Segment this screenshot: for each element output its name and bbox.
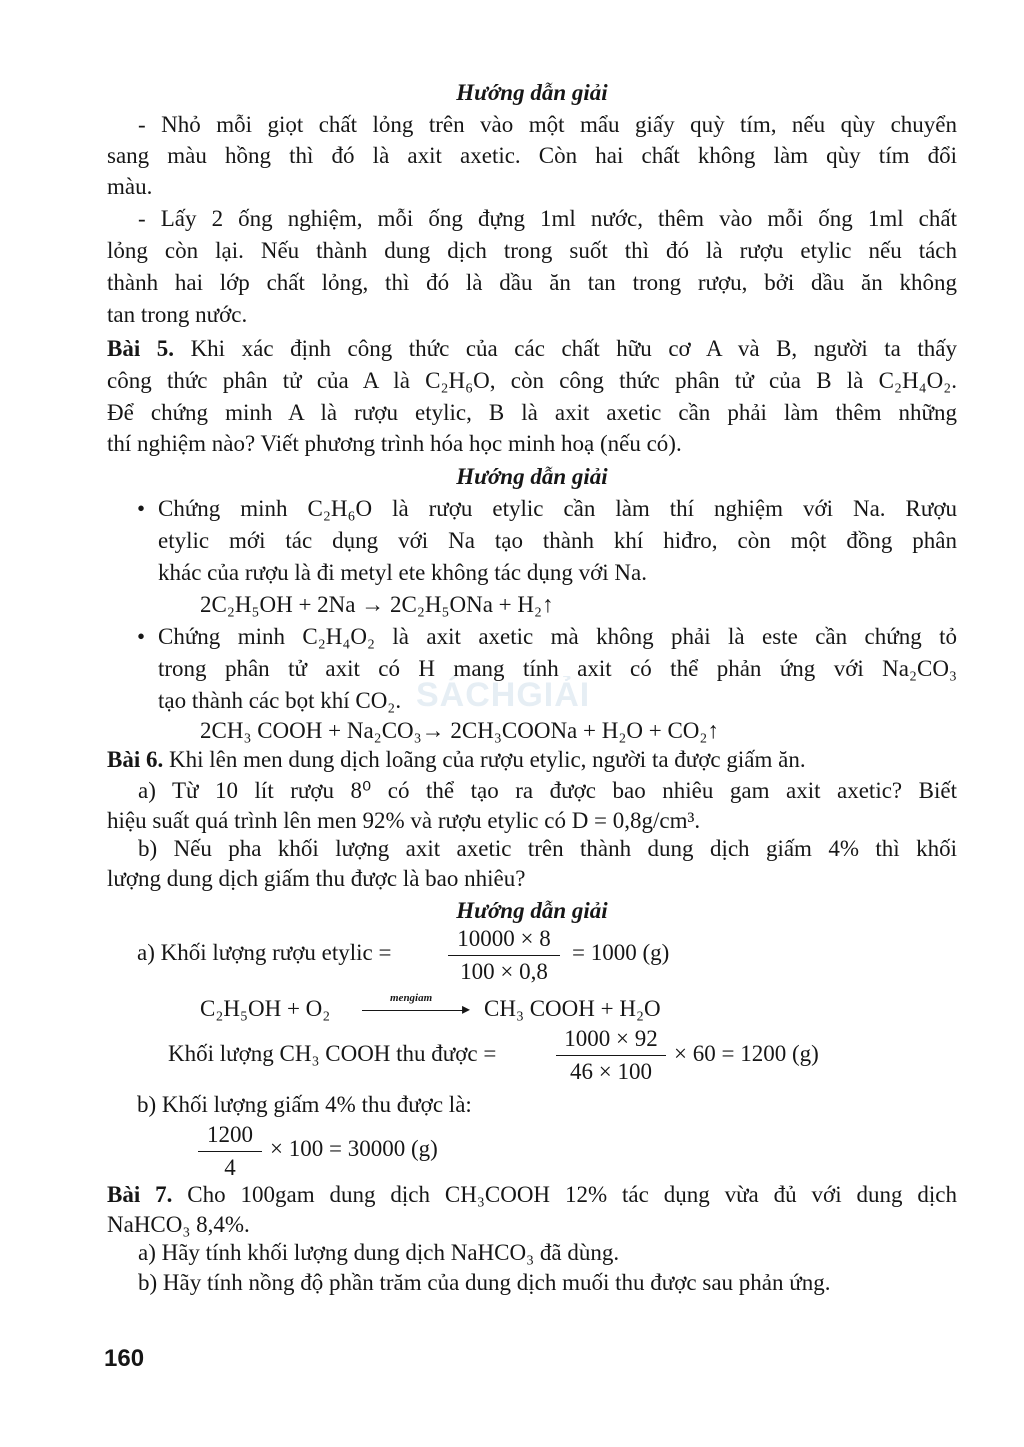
section-heading: Hướng dẫn giải <box>456 464 608 489</box>
numerator: 10000 × 8 <box>448 924 560 956</box>
equation: 2C₂H₅OH + 2Na → 2C₂H₅ONa + H₂↑ <box>200 592 554 617</box>
text-line: Chứng minh C₂H₄O₂ là axit axetic mà không phải là este cần chứng tỏ <box>158 624 957 649</box>
denominator: 4 <box>224 1155 236 1180</box>
text-line: công thức phân tử của A là C₂H₆O, còn công thức phân tử của B là C₂H₄O₂. <box>107 368 957 393</box>
exercise-6-line <box>107 745 957 775</box>
fraction <box>448 924 560 987</box>
watermark: SÁCHGIẢI <box>416 676 591 714</box>
result-text: × 100 = 30000 (g) <box>270 1136 438 1161</box>
text-line: b) Hãy tính nồng độ phần trăm của dung dịch muối thu được sau phản ứng. <box>138 1270 831 1295</box>
denominator: 46 × 100 <box>570 1059 652 1084</box>
fraction <box>198 1120 262 1183</box>
text-line: tan trong nước. <box>107 302 248 327</box>
text-run: Cho 100gam dung dịch CH₃COOH 12% tác dụng vừa đủ với dung dịch <box>172 1182 957 1207</box>
text-line: - Nhỏ mỗi giọt chất lỏng trên vào một mẩu giấy quỳ tím, nếu qùy chuyển <box>138 112 957 137</box>
arrow-head-icon: ▸ <box>462 1001 471 1018</box>
text-line: a) Hãy tính khối lượng dung dịch NaHCO₃ đã dùng. <box>138 1240 620 1265</box>
text-line: tạo thành các bọt khí CO₂. <box>158 688 402 713</box>
solution-b-label: b) Khối lượng giấm 4% thu được là: <box>137 1092 472 1117</box>
numerator: 1200 <box>198 1120 262 1152</box>
bullet-icon: • <box>137 624 146 649</box>
denominator: 100 × 0,8 <box>460 959 548 984</box>
text-line: NaHCO₃ 8,4%. <box>107 1212 250 1237</box>
exercise-7-line <box>107 1180 957 1210</box>
section-heading: Hướng dẫn giải <box>456 898 608 923</box>
result-text: × 60 = 1200 (g) <box>674 1041 819 1066</box>
result-text: = 1000 (g) <box>572 940 670 965</box>
equation-right: CH₃ COOH + H₂O <box>484 996 661 1021</box>
section-heading: Hướng dẫn giải <box>456 80 608 105</box>
text-line: etylic mới tác dụng với Na tạo thành khí hiđro, còn một đồng phân <box>158 528 957 553</box>
text-line: b) Nếu pha khối lượng axit axetic trên thành dung dịch giấm 4% thì khối <box>138 836 957 861</box>
text-line: thí nghiệm nào? Viết phương trình hóa học minh hoạ (nếu có). <box>107 431 682 456</box>
text-run: Khi xác định công thức của các chất hữu cơ A và B, người ta thấy <box>174 336 958 361</box>
numerator: 1000 × 92 <box>556 1024 666 1056</box>
mass-label: Khối lượng CH₃ COOH thu được = <box>168 1041 497 1066</box>
exercise-label: Bài 7. <box>107 1182 173 1207</box>
text-line: lượng dung dịch giấm thu được là bao nhiêu? <box>107 866 526 891</box>
equation: 2CH₃ COOH + Na₂CO₃→ 2CH₃COONa + H₂O + CO₂↑ <box>200 718 719 743</box>
text-line: lỏng còn lại. Nếu thành dung dịch trong suốt thì đó là rượu etylic nếu tách <box>107 238 957 263</box>
page-number: 160 <box>104 1345 145 1372</box>
bullet-icon: • <box>137 496 146 521</box>
exercise-5-line <box>107 334 957 364</box>
text-line: - Lấy 2 ống nghiệm, mỗi ống đựng 1ml nước, thêm vào mỗi ống 1ml chất <box>138 206 957 231</box>
text-line: Chứng minh C₂H₆O là rượu etylic cần làm thí nghiệm với Na. Rượu <box>158 496 957 521</box>
text-line: a) Từ 10 lít rượu 8⁰ có thể tạo ra được bao nhiêu gam axit axetic? Biết <box>138 778 957 803</box>
exercise-label: Bài 5. <box>107 336 175 361</box>
fraction <box>556 1024 666 1087</box>
text-line: sang màu hồng thì đó là axit axetic. Còn hai chất không làm qùy tím đổi <box>107 143 957 168</box>
exercise-label: Bài 6. <box>107 747 164 772</box>
reaction-arrow <box>362 1010 466 1011</box>
text-line: trong phân tử axit có H mang tính axit có thể phản ứng với Na₂CO₃ <box>158 656 957 681</box>
solution-a-label: a) Khối lượng rượu etylic = <box>137 940 392 965</box>
equation-left: C₂H₅OH + O₂ <box>200 996 331 1021</box>
text-line: Để chứng minh A là rượu etylic, B là axit axetic cần phải làm thêm những <box>107 400 957 425</box>
arrow-condition: mengiam <box>390 992 433 1004</box>
text-run: Khi lên men dung dịch loãng của rượu etylic, người ta được giấm ăn. <box>163 747 806 772</box>
text-line: thành hai lớp chất lỏng, thì đó là dầu ăn tan trong rượu, bởi dầu ăn không <box>107 270 957 295</box>
text-line: màu. <box>107 174 153 199</box>
text-line: hiệu suất quá trình lên men 92% và rượu etylic có D = 0,8g/cm³. <box>107 808 701 833</box>
text-line: khác của rượu là đi metyl ete không tác dụng với Na. <box>158 560 647 585</box>
